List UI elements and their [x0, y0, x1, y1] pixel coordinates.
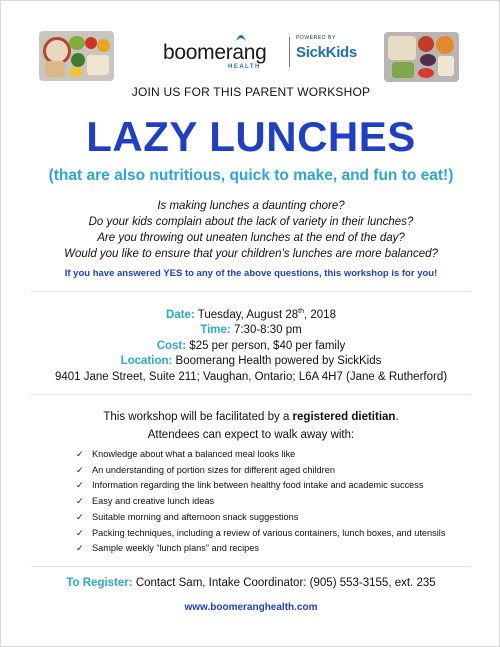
location-row — [1, 354, 500, 370]
list-item — [76, 447, 496, 463]
list-item — [76, 510, 496, 526]
list-item — [76, 478, 496, 494]
attendees-line: Attendees can expect to walk away with: — [147, 429, 355, 441]
question-item: Do your kids complain about the lack of variety in their lunches? — [88, 216, 414, 228]
intro-line: JOIN US FOR THIS PARENT WORKSHOP — [131, 85, 371, 99]
list-item-text: Knowledge about what a balanced meal looks like — [92, 449, 296, 459]
logo-divider — [289, 37, 290, 67]
check-icon: ✓ — [76, 480, 84, 491]
facilitator-role: registered dietitian — [292, 411, 396, 423]
time-row — [1, 323, 500, 339]
logo-subtitle: HEALTH — [228, 64, 261, 70]
location-value: Boomerang Health powered by SickKids — [175, 355, 382, 368]
time-value: 7:30-8:30 pm — [233, 324, 302, 337]
registration-line — [1, 577, 500, 589]
question-item: Would you like to ensure that your children’s lunches are more balanced? — [64, 248, 438, 260]
check-icon: ✓ — [76, 496, 84, 507]
register-label: To Register: — [66, 577, 133, 589]
list-item-text: Easy and creative lunch ideas — [92, 496, 215, 507]
facilitator-text: This workshop will be facilitated by a — [103, 411, 293, 423]
question-list — [1, 198, 500, 262]
location-label: Location: — [120, 355, 173, 368]
facilitator-line — [1, 408, 500, 426]
list-item-text: Suitable morning and afternoon snack suggestions — [92, 511, 299, 522]
question-item: Is making lunches a daunting chore? — [157, 200, 345, 212]
date-suffix: th — [298, 308, 304, 315]
call-to-action: If you have answered YES to any of the above questions, this workshop is for you! — [64, 268, 438, 279]
partner-logo: SickKids — [296, 44, 357, 61]
benefits-list — [76, 447, 496, 557]
date-row — [1, 304, 500, 323]
register-contact: Contact Sam, Intake Coordinator: (905) 553-3155, ext. 235 — [135, 577, 436, 589]
date-value: Tuesday, August 28 — [197, 308, 299, 321]
lunchbox-photo-left — [39, 31, 114, 81]
divider — [31, 566, 471, 567]
list-item-text: Information regarding the link between healthy food intake and academic success — [92, 480, 424, 491]
logo-wordmark: boomerang — [163, 41, 267, 64]
time-label: Time: — [200, 324, 231, 337]
facilitator-end: . — [395, 411, 399, 423]
divider — [31, 291, 471, 292]
lunchbox-photo-right — [384, 32, 459, 82]
workshop-title: LAZY LUNCHES — [86, 113, 416, 160]
cost-label: Cost: — [156, 339, 187, 352]
check-icon: ✓ — [76, 449, 84, 459]
event-details — [1, 304, 500, 385]
workshop-subtitle: (that are also nutritious, quick to make, and fun to eat!) — [48, 167, 454, 184]
list-item-text: Sample weekly “lunch plans” and recipes — [92, 543, 259, 554]
list-item-text: An understanding of portion sizes for different aged children — [92, 464, 335, 475]
question-item: Are you throwing out uneaten lunches at the end of the day? — [97, 232, 405, 244]
website-link[interactable]: www.boomeranghealth.com — [184, 602, 318, 613]
cost-value: $25 per person, $40 per family — [189, 339, 346, 352]
address-row: 9401 Jane Street, Suite 211; Vaughan, Ontario; L6A 4H7 (Jane & Rutherford) — [54, 370, 448, 383]
brand-logo — [161, 31, 361, 71]
check-icon: ✓ — [76, 464, 84, 475]
check-icon: ✓ — [76, 543, 84, 554]
facilitation-text — [1, 408, 500, 444]
list-item — [76, 463, 496, 479]
list-item-text: Packing techniques, including a review of various containers, lunch boxes, and utensils — [92, 527, 446, 538]
list-item — [76, 541, 496, 557]
date-year: , 2018 — [304, 308, 336, 321]
list-item — [76, 526, 496, 542]
divider — [31, 394, 471, 395]
powered-by-label: POWERED BY — [296, 35, 336, 41]
date-label: Date: — [166, 308, 195, 321]
check-icon: ✓ — [76, 511, 84, 522]
cost-row — [1, 339, 500, 355]
list-item — [76, 494, 496, 510]
check-icon: ✓ — [76, 527, 84, 538]
